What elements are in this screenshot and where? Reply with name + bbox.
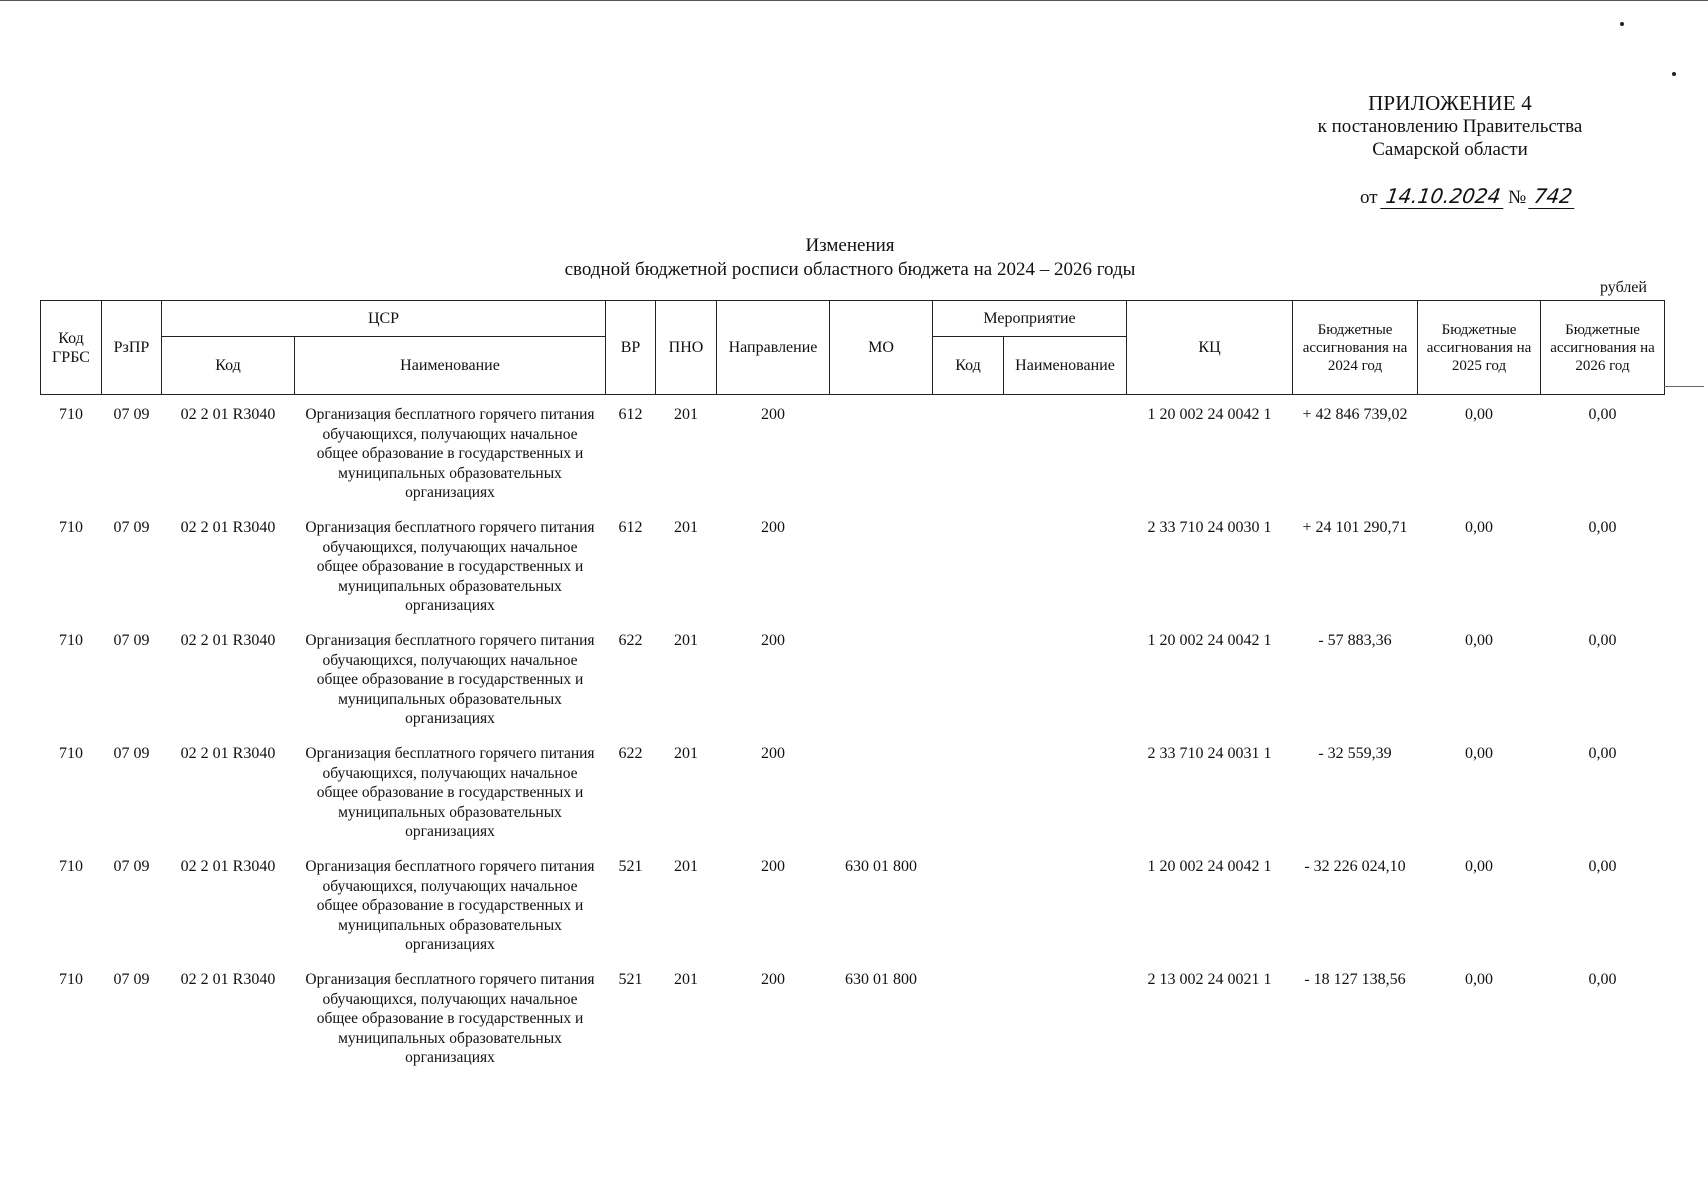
cell-kc: 2 33 710 24 0030 1 [1147,519,1272,536]
budget-changes-table [40,300,1665,1073]
cell-csr-name: Организация бесплатного горячего питания обучающихся, получающих начальное общее образование в государственных и муниципальных образовательных организациях [305,406,595,501]
cell-event-code [933,395,1004,509]
header-grbs: Код ГРБС [41,301,102,395]
cell-budget-2025: 0,00 [1465,632,1494,649]
cell-grbs: 710 [59,971,83,988]
title-line: сводной бюджетной росписи областного бюджета на 2024 – 2026 годы [564,259,1136,280]
cell-vr: 521 [618,858,643,875]
cell-kc: 2 33 710 24 0031 1 [1147,745,1272,762]
cell-event-name [1004,508,1127,621]
cell-budget-2025: 0,00 [1465,745,1494,762]
cell-direction: 200 [761,519,785,536]
cell-budget-2024: - 32 559,39 [1318,745,1392,762]
cell-event-name [1004,395,1127,509]
cell-pno: 201 [674,519,698,536]
header-rzpr: РзПР [102,301,162,395]
cell-budget-2026: 0,00 [1588,971,1617,988]
cell-budget-2025: 0,00 [1465,519,1494,536]
appendix-title: ПРИЛОЖЕНИЕ 4 [1368,91,1532,115]
cell-mo: 630 01 800 [845,858,917,875]
cell-mo [830,395,933,509]
cell-budget-2026: 0,00 [1588,745,1617,762]
cell-kc: 1 20 002 24 0042 1 [1147,632,1272,649]
scan-mark [1664,386,1704,387]
header-event-name: Наименование [1004,337,1127,395]
cell-csr-name: Организация бесплатного горячего питания обучающихся, получающих начальное общее образование в государственных и муниципальных образовательных организациях [305,745,595,840]
cell-csr-code: 02 2 01 R3040 [180,519,276,536]
cell-mo [830,508,933,621]
cell-event-code [933,960,1004,1073]
cell-kc: 2 13 002 24 0021 1 [1147,971,1272,988]
cell-event-name [1004,960,1127,1073]
cell-direction: 200 [761,632,785,649]
header-budget-2026: Бюджетные ассигнования на 2026 год [1541,301,1665,395]
cell-direction: 200 [761,858,785,875]
cell-event-code [933,621,1004,734]
table-row [41,621,1665,734]
cell-budget-2026: 0,00 [1588,632,1617,649]
cell-direction: 200 [761,971,785,988]
cell-csr-name: Организация бесплатного горячего питания обучающихся, получающих начальное общее образование в государственных и муниципальных образовательных организациях [305,858,595,953]
cell-pno: 201 [674,745,698,762]
decree-prefix: от [1360,187,1378,208]
cell-vr: 622 [618,632,643,649]
header-event-code: Код [933,337,1004,395]
cell-budget-2024: - 18 127 138,56 [1304,971,1406,988]
cell-budget-2026: 0,00 [1588,406,1617,423]
cell-grbs: 710 [59,406,83,423]
cell-rzpr: 07 09 [113,632,150,649]
cell-vr: 612 [618,406,643,423]
table-row [41,734,1665,847]
cell-vr: 622 [618,745,643,762]
cell-grbs: 710 [59,632,83,649]
cell-event-code [933,734,1004,847]
scan-top-border [0,0,1708,1]
header-vr: ВР [606,301,656,395]
scan-speck [1620,22,1624,26]
cell-budget-2025: 0,00 [1465,406,1494,423]
cell-csr-name: Организация бесплатного горячего питания обучающихся, получающих начальное общее образование в государственных и муниципальных образовательных организациях [305,519,595,614]
decree-date: 14.10.2024 [1380,184,1506,209]
table-row [41,395,1665,509]
cell-csr-code: 02 2 01 R3040 [180,858,276,875]
cell-rzpr: 07 09 [113,519,150,536]
cell-event-name [1004,621,1127,734]
cell-budget-2024: - 57 883,36 [1318,632,1392,649]
cell-kc: 1 20 002 24 0042 1 [1147,858,1272,875]
cell-csr-name: Организация бесплатного горячего питания обучающихся, получающих начальное общее образование в государственных и муниципальных образовательных организациях [305,632,595,727]
decree-reference [1360,184,1580,209]
cell-budget-2025: 0,00 [1465,971,1494,988]
cell-event-name [1004,734,1127,847]
cell-mo: 630 01 800 [845,971,917,988]
decree-number: 742 [1528,184,1578,209]
table-row [41,847,1665,960]
title-line: Изменения [805,235,895,256]
cell-csr-name: Организация бесплатного горячего питания обучающихся, получающих начальное общее образование в государственных и муниципальных образовательных организациях [305,971,595,1066]
appendix-block [1300,92,1600,161]
cell-grbs: 710 [59,858,83,875]
cell-mo [830,734,933,847]
header-event: Мероприятие [933,301,1127,337]
cell-grbs: 710 [59,519,83,536]
cell-direction: 200 [761,745,785,762]
cell-csr-code: 02 2 01 R3040 [180,406,276,423]
cell-pno: 201 [674,632,698,649]
appendix-line: к постановлению Правительства [1317,116,1583,137]
cell-kc: 1 20 002 24 0042 1 [1147,406,1272,423]
cell-event-name [1004,847,1127,960]
cell-budget-2024: - 32 226 024,10 [1304,858,1406,875]
cell-event-code [933,508,1004,621]
cell-event-code [933,847,1004,960]
cell-csr-code: 02 2 01 R3040 [180,745,276,762]
header-direction: Направление [717,301,830,395]
cell-pno: 201 [674,858,698,875]
cell-vr: 521 [618,971,643,988]
cell-budget-2025: 0,00 [1465,858,1494,875]
header-mo: МО [830,301,933,395]
cell-pno: 201 [674,406,698,423]
cell-rzpr: 07 09 [113,745,150,762]
header-pno: ПНО [656,301,717,395]
cell-csr-code: 02 2 01 R3040 [180,971,276,988]
cell-vr: 612 [618,519,643,536]
header-csr-name: Наименование [295,337,606,395]
appendix-line: Самарской области [1372,139,1528,160]
cell-rzpr: 07 09 [113,971,150,988]
scan-speck [1672,72,1676,76]
header-budget-2025: Бюджетные ассигнования на 2025 год [1418,301,1541,395]
table-row [41,960,1665,1073]
document-title [480,234,1220,282]
header-csr: ЦСР [162,301,606,337]
cell-budget-2026: 0,00 [1588,519,1617,536]
cell-csr-code: 02 2 01 R3040 [180,632,276,649]
header-kc: КЦ [1127,301,1293,395]
cell-budget-2026: 0,00 [1588,858,1617,875]
cell-rzpr: 07 09 [113,406,150,423]
decree-number-label: № [1508,187,1527,208]
units-label: рублей [1600,279,1647,296]
cell-mo [830,621,933,734]
cell-direction: 200 [761,406,785,423]
cell-pno: 201 [674,971,698,988]
cell-grbs: 710 [59,745,83,762]
header-csr-code: Код [162,337,295,395]
cell-rzpr: 07 09 [113,858,150,875]
header-budget-2024: Бюджетные ассигнования на 2024 год [1293,301,1418,395]
table-row [41,508,1665,621]
cell-budget-2024: + 24 101 290,71 [1302,519,1408,536]
cell-budget-2024: + 42 846 739,02 [1302,406,1408,423]
